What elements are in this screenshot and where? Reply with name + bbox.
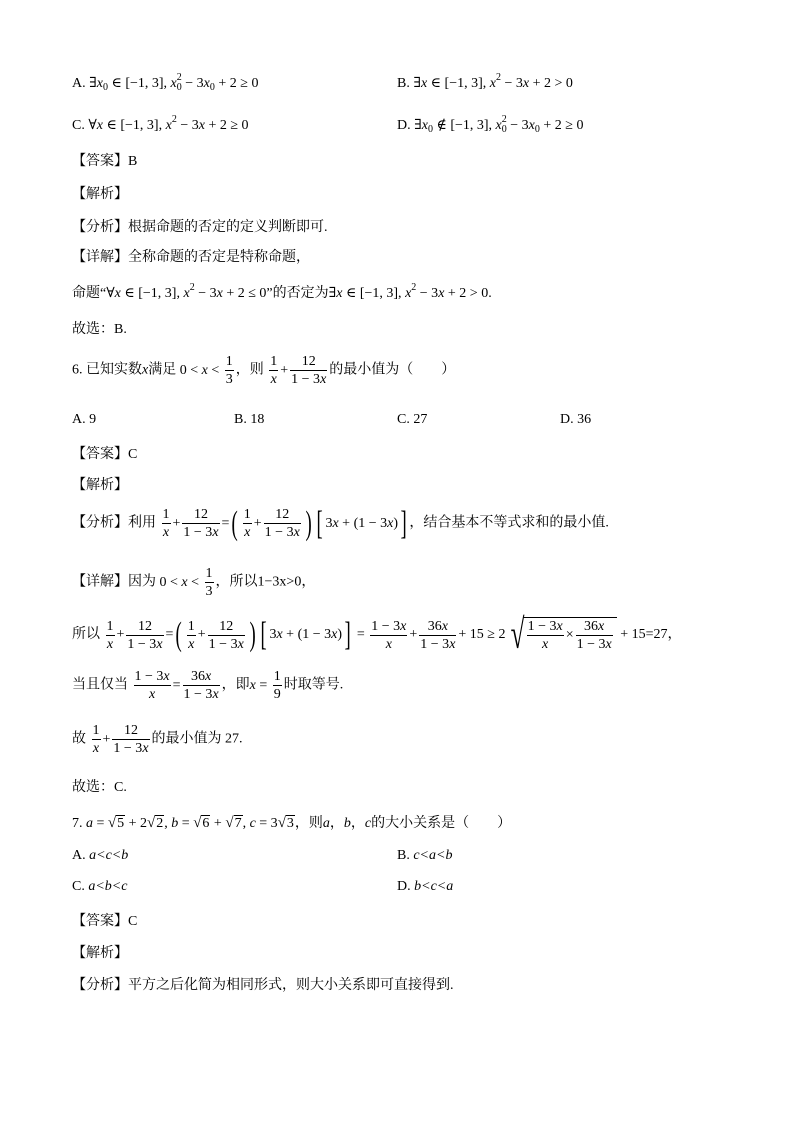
q5-option-c[interactable]: [72, 114, 249, 134]
q6-option-a[interactable]: A. 9: [72, 412, 97, 427]
result: =27: [645, 627, 668, 643]
var: x: [142, 362, 149, 378]
condition: 0 < x < $\frac{1}{3}$: [159, 566, 213, 599]
option-label: B.: [397, 848, 410, 863]
text: 【详解】因为: [72, 574, 156, 590]
vars: a: [322, 816, 330, 831]
q6-option-d[interactable]: D. 36: [560, 412, 592, 427]
text: ，: [301, 574, 316, 590]
q5-option-b[interactable]: [397, 72, 573, 92]
definitions: a = √5 + 2√2, b = √6 + √7, c = 3√3: [86, 815, 294, 831]
q5-xiangjie: 【详解】全称命题的否定是特称命题，: [72, 250, 310, 265]
option-label: A.: [72, 76, 86, 91]
q6-fenxi: [72, 506, 609, 541]
text: ，即: [221, 677, 250, 693]
q7-option-c[interactable]: [72, 879, 127, 895]
option-text: c<a<b: [413, 848, 453, 863]
q6-answer: 【答案】C: [72, 447, 138, 462]
text: 的大小关系是（ ）: [371, 816, 512, 831]
q6-choose: 故选：C.: [72, 780, 127, 795]
q6-xiangjie: [72, 565, 315, 600]
text: 满足: [148, 362, 177, 378]
q5-answer: 【答案】B: [72, 154, 138, 169]
option-text: b<c<a: [414, 879, 454, 894]
q5-option-c-formula: ∀x ∈ [−1, 3], $x^2 - 3x + 2 \ge 0$: [88, 114, 249, 133]
option-label: C.: [72, 118, 85, 133]
q7-analysis-heading: 【解析】: [72, 946, 128, 961]
option-text: a<b<c: [88, 879, 128, 894]
x-value: x = $\frac{1}{9}$: [249, 669, 281, 702]
option-label: C.: [72, 879, 85, 894]
q5-option-d[interactable]: [397, 114, 583, 135]
text: 6. 已知实数: [72, 362, 142, 378]
text: 时取等号.: [283, 677, 344, 693]
q7-stem: 7. a = √5 + 2√2, b = √6 + √7, c = 3√3，则a，b，c的大小关系是（ ）: [72, 815, 512, 831]
q5-option-a[interactable]: [72, 72, 258, 93]
q5-choose: 故选：B.: [72, 322, 127, 337]
derivation-formula: $\frac{1}{x}$ + $\frac{12}{1 - 3x}$ =( $\frac{1}{x}$ + $\frac{12}{1 - 3x}$ ) [ 3x + (1 − 3x)] = $\frac{1 - 3x}{x}$ + $\frac{36x}{1 - 3x}$ + 15 ≥ 2 √ $\frac{1 - 3x}{x}$ × $\frac{36x}{1 - 3x}$ + 15=27，: [106, 612, 682, 658]
q5-fenxi: 【分析】根据命题的否定的定义判断即可.: [72, 220, 328, 235]
text: 【分析】利用: [72, 515, 156, 531]
q5-option-d-formula: $\exists x_0$ ∉ [−1, 3], $x^2_0 - 3x_0 + 2 \ge 0$: [414, 114, 584, 135]
negation-formula: ∃x ∈ [−1, 3], $x^2 - 3x + 2 > 0$: [328, 282, 489, 301]
proposition-formula: ∀x ∈ [−1, 3], $x^2 - 3x + 2 \le 0$: [106, 282, 267, 301]
q5-option-a-formula: $\exists x_0$ ∈ [−1, 3], $x^2_0 - 3x_0 + 2 \ge 0$: [89, 72, 259, 93]
expression: $\frac{1}{x}$ + $\frac{12}{1 - 3x}$: [270, 354, 327, 387]
text: 的最小值为（ ）: [329, 362, 456, 378]
text: ，所以: [215, 574, 258, 590]
text: .: [488, 286, 492, 301]
fenxi-formula: $\frac{1}{x}$ + $\frac{12}{1 - 3x}$ =( $\frac{1}{x}$ + $\frac{12}{1 - 3x}$ ) [ 3x + (1 − 3x)]: [162, 504, 407, 542]
q7-answer: 【答案】C: [72, 914, 138, 929]
text: 命题“: [72, 286, 107, 301]
q6-analysis-heading: 【解析】: [72, 478, 128, 493]
q6-main-derivation: [72, 614, 682, 656]
q7-option-b[interactable]: [397, 848, 452, 864]
expression: $\frac{1}{x}$ + $\frac{12}{1 - 3x}$: [92, 723, 149, 756]
q6-equality-condition: [72, 668, 343, 703]
text: ，结合基本不等式求和的最小值.: [409, 515, 609, 531]
option-text: a<c<b: [89, 848, 129, 863]
q6-conclusion: [72, 722, 243, 757]
condition: 0 < x < $\frac{1}{3}$: [179, 354, 233, 387]
option-label: D.: [397, 879, 411, 894]
equality-formula: $\frac{1 - 3x}{x}$ = $\frac{36x}{1 - 3x}$: [134, 669, 219, 702]
condition-derived: 1−3x>0: [257, 574, 302, 590]
text: 所以: [72, 627, 100, 643]
option-label: A.: [72, 848, 86, 863]
text: ，则: [235, 362, 264, 378]
q7-fenxi: 【分析】平方之后化简为相同形式，则大小关系即可直接得到.: [72, 978, 454, 993]
q7-option-d[interactable]: [397, 879, 453, 895]
text: 7.: [72, 816, 83, 831]
text: ，则: [294, 816, 323, 831]
text: 的最小值为 27.: [151, 731, 243, 747]
q6-stem: [72, 353, 455, 388]
q5-negation-line: [72, 282, 492, 302]
text: 故: [72, 731, 86, 747]
text: ”的否定为: [266, 286, 329, 301]
q5-analysis-heading: 【解析】: [72, 187, 128, 202]
q5-option-b-formula: ∃x ∈ [−1, 3], $x^2 - 3x + 2 > 0$: [413, 72, 573, 91]
q6-option-b[interactable]: B. 18: [234, 412, 265, 427]
text: 当且仅当: [72, 677, 128, 693]
q7-option-a[interactable]: [72, 848, 128, 864]
q6-option-c[interactable]: C. 27: [397, 412, 428, 427]
option-label: D.: [397, 118, 411, 133]
option-label: B.: [397, 76, 410, 91]
